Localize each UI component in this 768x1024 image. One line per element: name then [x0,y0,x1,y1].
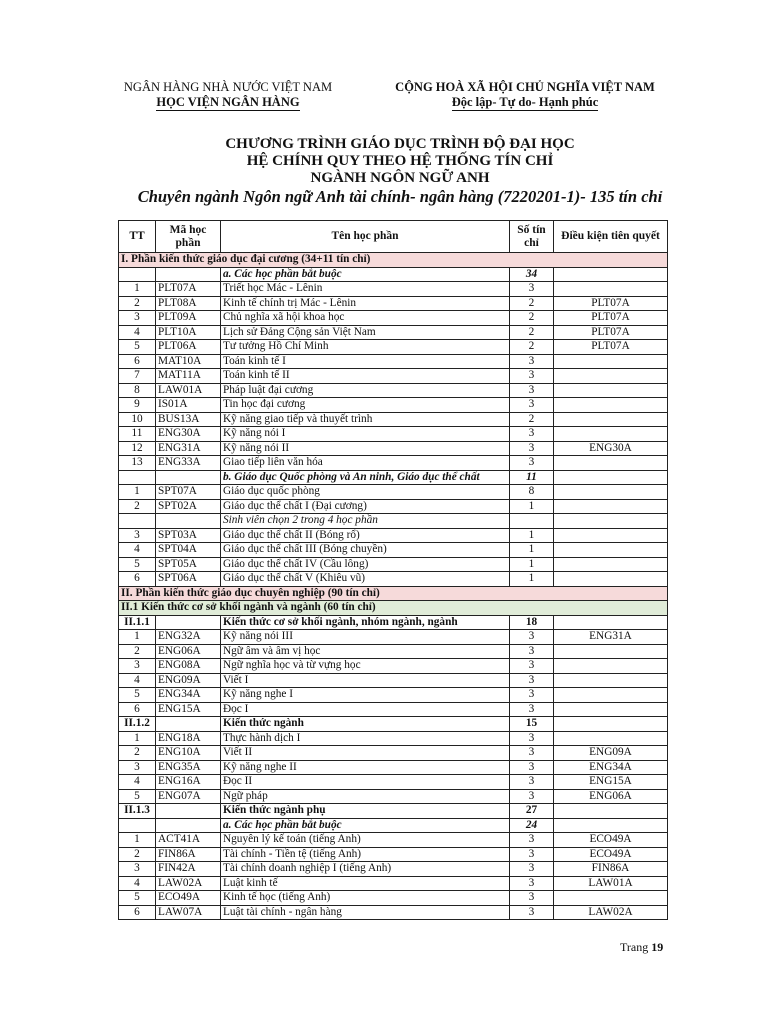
table-row [119,702,668,717]
subhead-row [119,717,668,732]
credits: 1 [510,543,554,558]
row-number: 5 [119,340,156,355]
table-row [119,354,668,369]
table-row [119,456,668,471]
course-code: SPT03A [156,528,221,543]
row-number: 6 [119,905,156,920]
course-code: MAT10A [156,354,221,369]
credits: 24 [510,818,554,833]
credits: 3 [510,456,554,471]
title-line-2: HỆ CHÍNH QUY THEO HỆ THỐNG TÍN CHỈ [246,153,554,169]
header-prerequisite: Điều kiện tiên quyết [554,221,668,253]
course-name: Lịch sử Đảng Cộng sản Việt Nam [221,325,510,340]
subhead-row [119,615,668,630]
course-name: Luật tài chính - ngân hàng [221,905,510,920]
table-row [119,398,668,413]
prerequisite: ENG09A [554,746,668,761]
prerequisite [554,804,668,819]
row-number [119,818,156,833]
prerequisite [554,688,668,703]
row-number: 4 [119,876,156,891]
credits: 3 [510,441,554,456]
course-code: LAW07A [156,905,221,920]
credits: 3 [510,644,554,659]
course-code [156,615,221,630]
course-code: ENG15A [156,702,221,717]
prerequisite: ENG30A [554,441,668,456]
row-number: 11 [119,427,156,442]
course-code: IS01A [156,398,221,413]
table-row [119,557,668,572]
prerequisite: PLT07A [554,325,668,340]
credits: 8 [510,485,554,500]
row-number: 3 [119,528,156,543]
row-number: 6 [119,702,156,717]
credits: 11 [510,470,554,485]
row-number: 2 [119,746,156,761]
prerequisite [554,702,668,717]
credits: 3 [510,354,554,369]
table-row [119,441,668,456]
row-number: 1 [119,833,156,848]
row-number: 4 [119,543,156,558]
prerequisite [554,398,668,413]
prerequisite [554,470,668,485]
prerequisite [554,282,668,297]
prerequisite [554,456,668,471]
course-code: ACT41A [156,833,221,848]
row-number: 2 [119,644,156,659]
course-name: Kinh tế chính trị Mác - Lênin [221,296,510,311]
course-code [156,717,221,732]
course-code: FIN42A [156,862,221,877]
course-code: SPT05A [156,557,221,572]
course-name: Giáo dục thể chất II (Bóng rổ) [221,528,510,543]
course-name: Kiến thức ngành phụ [221,804,510,819]
course-code: SPT07A [156,485,221,500]
course-name: Giáo dục thể chất I (Đại cương) [221,499,510,514]
page-footer [620,940,663,955]
course-code: FIN86A [156,847,221,862]
prerequisite: ENG31A [554,630,668,645]
course-name: Nguyên lý kế toán (tiếng Anh) [221,833,510,848]
row-number: 2 [119,847,156,862]
prerequisite [554,818,668,833]
course-name: Ngữ nghĩa học và từ vựng học [221,659,510,674]
prerequisite: PLT07A [554,296,668,311]
credits: 3 [510,891,554,906]
credits: 1 [510,528,554,543]
course-code: PLT09A [156,311,221,326]
credits: 3 [510,833,554,848]
prerequisite: ENG06A [554,789,668,804]
course-name: Kỹ năng nói III [221,630,510,645]
credits: 3 [510,760,554,775]
credits: 1 [510,572,554,587]
credits: 27 [510,804,554,819]
course-code: ENG33A [156,456,221,471]
table-row [119,427,668,442]
course-name: Kỹ năng nghe I [221,688,510,703]
credits: 3 [510,282,554,297]
credits: 3 [510,746,554,761]
course-code: ENG08A [156,659,221,674]
row-number: 6 [119,572,156,587]
course-name: Sinh viên chọn 2 trong 4 học phần [221,514,510,529]
course-name: Giáo dục quốc phòng [221,485,510,500]
table-header-row [119,221,668,253]
course-code: MAT11A [156,369,221,384]
table-row [119,383,668,398]
course-code: PLT07A [156,282,221,297]
course-name: Luật kinh tế [221,876,510,891]
course-code: ENG31A [156,441,221,456]
course-name: a. Các học phần bắt buộc [221,267,510,282]
group-row [119,818,668,833]
course-code: SPT02A [156,499,221,514]
credits: 3 [510,775,554,790]
course-code: PLT06A [156,340,221,355]
course-code [156,267,221,282]
prerequisite [554,659,668,674]
course-name: Kỹ năng nói II [221,441,510,456]
table-row [119,369,668,384]
header-course-name: Tên học phần [221,221,510,253]
course-name: Giáo dục thể chất III (Bóng chuyền) [221,543,510,558]
course-code: ENG06A [156,644,221,659]
course-code: SPT06A [156,572,221,587]
table-row [119,485,668,500]
row-number: 12 [119,441,156,456]
group-row [119,267,668,282]
course-code [156,804,221,819]
course-name: Viết II [221,746,510,761]
row-number: 13 [119,456,156,471]
course-code: ENG35A [156,760,221,775]
table-row [119,731,668,746]
table-row [119,862,668,877]
table-row [119,499,668,514]
row-number: 5 [119,789,156,804]
prerequisite: LAW02A [554,905,668,920]
document-titles [80,136,720,207]
motto: Độc lập- Tự do- Hạnh phúc [451,95,599,109]
course-code: ENG34A [156,688,221,703]
credits: 3 [510,702,554,717]
institution-name: HỌC VIỆN NGÂN HÀNG [156,95,300,109]
credits: 3 [510,905,554,920]
table-row [119,876,668,891]
row-number: 5 [119,891,156,906]
credits: 3 [510,731,554,746]
table-row [119,325,668,340]
credits: 3 [510,876,554,891]
country-name: CỘNG HOÀ XÃ HỘI CHỦ NGHĨA VIỆT NAM [395,80,655,94]
page-label: Trang [620,940,649,954]
prerequisite [554,412,668,427]
header-tt: TT [119,221,156,253]
table-row [119,891,668,906]
row-number: 6 [119,354,156,369]
title-line-3: NGÀNH NGÔN NGỮ ANH [310,170,490,186]
row-number: 1 [119,485,156,500]
prerequisite: LAW01A [554,876,668,891]
row-number [119,267,156,282]
row-number: 2 [119,499,156,514]
course-name: Chủ nghĩa xã hội khoa học [221,311,510,326]
course-name: Viết I [221,673,510,688]
row-number: 4 [119,775,156,790]
course-code: BUS13A [156,412,221,427]
row-number: 4 [119,325,156,340]
section-row [119,586,668,601]
course-code: PLT10A [156,325,221,340]
prerequisite: PLT07A [554,311,668,326]
row-number: 5 [119,688,156,703]
credits [510,514,554,529]
course-code [156,470,221,485]
table-row [119,282,668,297]
course-name: Kiến thức cơ sở khối ngành, nhóm ngành, ngành [221,615,510,630]
course-name: b. Giáo dục Quốc phòng và An ninh, Giáo dục thể chất [221,470,510,485]
table-row [119,572,668,587]
course-code: PLT08A [156,296,221,311]
row-number: II.1.2 [119,717,156,732]
table-row [119,760,668,775]
credits: 3 [510,673,554,688]
row-number: 9 [119,398,156,413]
row-number: 3 [119,862,156,877]
credits: 3 [510,427,554,442]
credits: 1 [510,557,554,572]
prerequisite: ENG15A [554,775,668,790]
subhead-row [119,804,668,819]
course-name: Đọc I [221,702,510,717]
course-name: Giáo dục thể chất V (Khiêu vũ) [221,572,510,587]
row-number: II.1.3 [119,804,156,819]
course-name: Tài chính - Tiền tệ (tiếng Anh) [221,847,510,862]
row-number: 8 [119,383,156,398]
course-name: Ngữ pháp [221,789,510,804]
prerequisite [554,354,668,369]
prerequisite [554,369,668,384]
prerequisite [554,731,668,746]
prerequisite [554,427,668,442]
course-code: ENG30A [156,427,221,442]
credits: 3 [510,659,554,674]
curriculum-table [118,220,668,920]
course-code [156,514,221,529]
course-name: Tư tưởng Hồ Chí Minh [221,340,510,355]
credits: 3 [510,398,554,413]
course-name: Kiến thức ngành [221,717,510,732]
table-body [119,253,668,920]
table-row [119,673,668,688]
prerequisite: ECO49A [554,833,668,848]
issuer-name: NGÂN HÀNG NHÀ NƯỚC VIỆT NAM [123,80,333,94]
course-code: ECO49A [156,891,221,906]
course-name: Giáo dục thể chất IV (Cầu lông) [221,557,510,572]
header-right [380,80,670,111]
credits: 2 [510,325,554,340]
row-number: II.1.1 [119,615,156,630]
credits: 3 [510,630,554,645]
course-name: Ngữ âm và âm vị học [221,644,510,659]
prerequisite: PLT07A [554,340,668,355]
credits: 2 [510,296,554,311]
course-code: ENG16A [156,775,221,790]
prerequisite [554,615,668,630]
note-row [119,514,668,529]
prerequisite [554,499,668,514]
credits: 3 [510,847,554,862]
course-name: Toán kinh tế I [221,354,510,369]
prerequisite [554,383,668,398]
credits: 3 [510,369,554,384]
row-number: 2 [119,296,156,311]
credits: 18 [510,615,554,630]
credits: 15 [510,717,554,732]
course-code: SPT04A [156,543,221,558]
table-row [119,688,668,703]
table-row [119,340,668,355]
prerequisite [554,543,668,558]
row-number [119,514,156,529]
course-name: Triết học Mác - Lênin [221,282,510,297]
row-number: 3 [119,659,156,674]
header-course-code: Mã học phần [156,221,221,253]
course-code: ENG09A [156,673,221,688]
table-row [119,905,668,920]
course-name: Pháp luật đại cương [221,383,510,398]
course-name: Tin học đại cương [221,398,510,413]
table-row [119,630,668,645]
row-number: 10 [119,412,156,427]
credits: 2 [510,412,554,427]
prerequisite [554,572,668,587]
table-row [119,644,668,659]
credits: 3 [510,688,554,703]
course-code: ENG10A [156,746,221,761]
section-title: II.1 Kiến thức cơ sở khối ngành và ngành (60 tín chỉ) [119,601,668,616]
course-code: LAW02A [156,876,221,891]
row-number: 3 [119,311,156,326]
table-row [119,789,668,804]
page-number: 19 [651,940,664,954]
row-number: 1 [119,630,156,645]
prerequisite: FIN86A [554,862,668,877]
credits: 3 [510,383,554,398]
row-number: 4 [119,673,156,688]
row-number: 1 [119,731,156,746]
course-code [156,818,221,833]
table-row [119,311,668,326]
prerequisite: ECO49A [554,847,668,862]
course-name: a. Các học phần bắt buộc [221,818,510,833]
row-number: 7 [119,369,156,384]
section-row [119,253,668,268]
course-code: LAW01A [156,383,221,398]
course-code: ENG18A [156,731,221,746]
row-number: 5 [119,557,156,572]
course-name: Kinh tế học (tiếng Anh) [221,891,510,906]
table-row [119,543,668,558]
group-row [119,470,668,485]
title-line-1: CHƯƠNG TRÌNH GIÁO DỤC TRÌNH ĐỘ ĐẠI HỌC [225,136,575,152]
section-title: II. Phần kiến thức giáo dục chuyên nghiệp (90 tín chỉ) [119,586,668,601]
row-number [119,470,156,485]
course-name: Toán kinh tế II [221,369,510,384]
row-number: 3 [119,760,156,775]
header-credits: Số tín chỉ [510,221,554,253]
prerequisite [554,267,668,282]
credits: 34 [510,267,554,282]
row-number: 1 [119,282,156,297]
prerequisite [554,528,668,543]
table-row [119,528,668,543]
course-name: Tài chính doanh nghiệp I (tiếng Anh) [221,862,510,877]
prerequisite [554,891,668,906]
header-left [112,80,344,111]
prerequisite: ENG34A [554,760,668,775]
course-name: Kỹ năng nói I [221,427,510,442]
table-row [119,659,668,674]
course-name: Thực hành dịch I [221,731,510,746]
table-row [119,746,668,761]
credits: 2 [510,340,554,355]
section-title: I. Phần kiến thức giáo dục đại cương (34+11 tín chỉ) [119,253,668,268]
prerequisite [554,485,668,500]
credits: 2 [510,311,554,326]
course-name: Kỹ năng nghe II [221,760,510,775]
credits: 3 [510,862,554,877]
course-name: Kỹ năng giao tiếp và thuyết trình [221,412,510,427]
table-row [119,296,668,311]
credits: 1 [510,499,554,514]
table-row [119,412,668,427]
subtitle: Chuyên ngành Ngôn ngữ Anh tài chính- ngân hàng (7220201-1)- 135 tín chỉ [137,187,663,206]
table-row [119,775,668,790]
table-row [119,847,668,862]
course-code: ENG32A [156,630,221,645]
prerequisite [554,673,668,688]
course-name: Đọc II [221,775,510,790]
course-code: ENG07A [156,789,221,804]
prerequisite [554,514,668,529]
credits: 3 [510,789,554,804]
prerequisite [554,644,668,659]
course-name: Giao tiếp liên văn hóa [221,456,510,471]
table-row [119,833,668,848]
section-row [119,601,668,616]
prerequisite [554,717,668,732]
prerequisite [554,557,668,572]
